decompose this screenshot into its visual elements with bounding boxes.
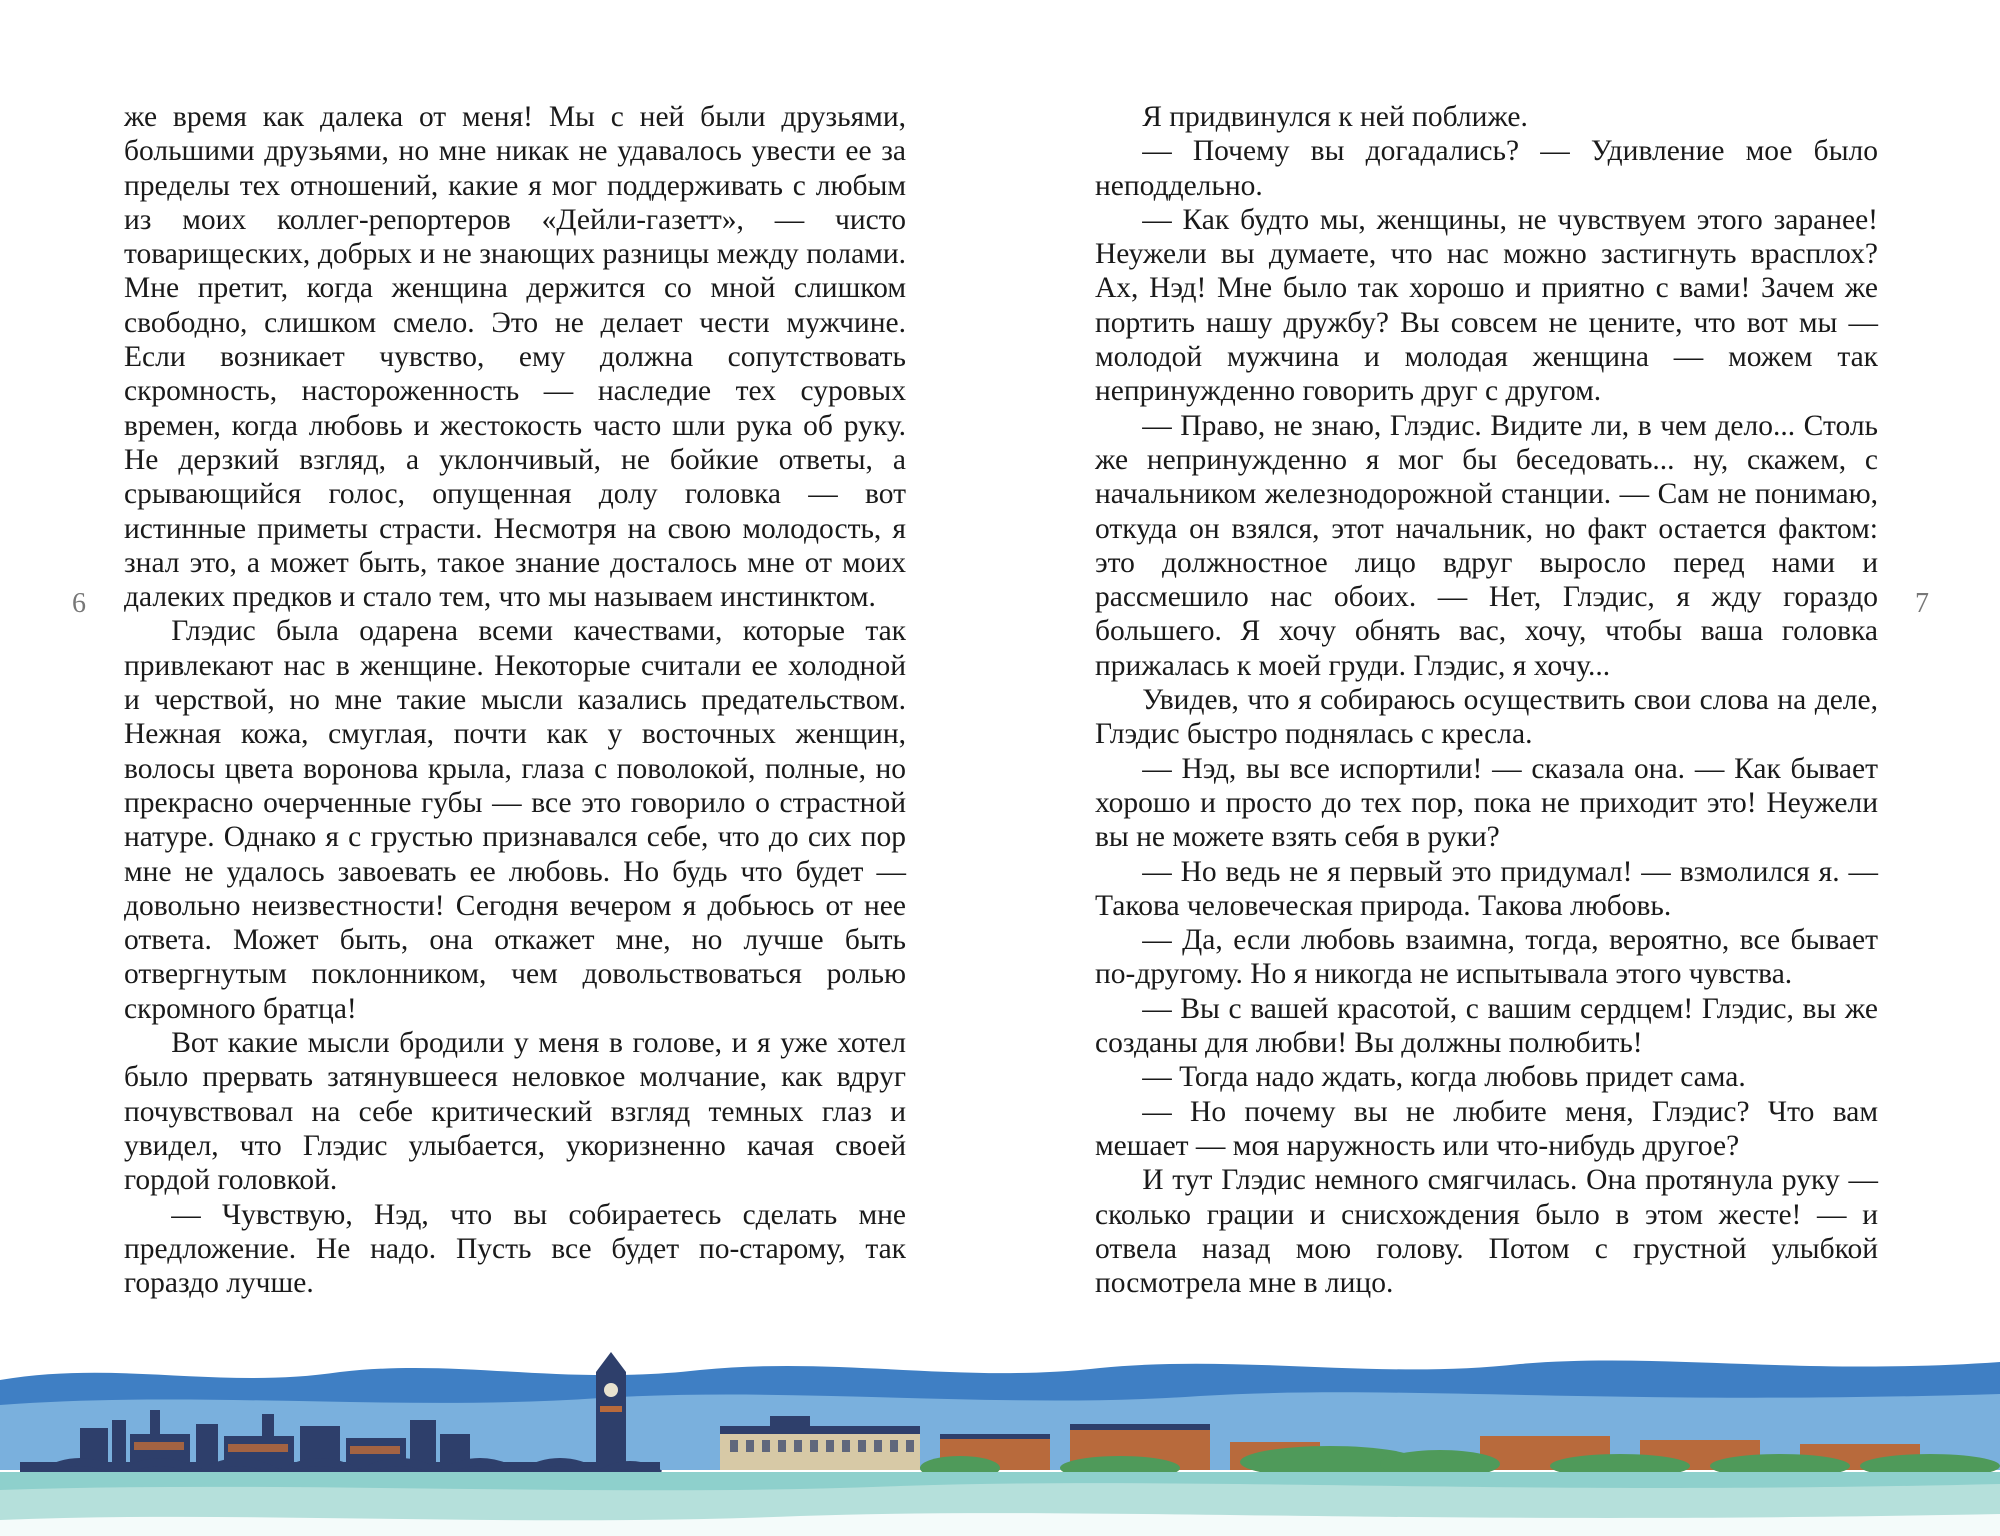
paragraph: — Но почему вы не любите меня, Глэдис? Что вам мешает — моя наружность или что-нибудь другое? [1095,1095,1878,1162]
paragraph: Вот какие мысли бродили у меня в голове, и я уже хотел было прервать затянувшееся неловкое молчание, как вдруг почувствовал на себе критический взгляд темных глаз и увидел, что Глэдис улыбается, укоризненно качая своей гордой головкой. [124,1027,906,1197]
page-number-right: 7 [1915,588,1929,619]
paragraph: — Да, если любовь взаимна, тогда, вероятно, все бывает по-другому. Но я никогда не испытывала этого чувства. [1095,924,1878,991]
paragraph: же время как далека от меня! Мы с ней были друзьями, большими друзьями, но мне никак не удавалось увести ее за пределы тех отношений, какие я мог поддерживать с любым из моих коллег-репортеров «Дейли-газетт», — чисто товарищеских, добрых и не знающих разницы между полами. Мне претит, когда женщина держится со мной слишком свободно, слишком смело. Это не делает чести мужчине. Если возникает чувство, ему должна сопутствовать скромность, настороженность — наследие тех суровых времен, когда любовь и жестокость часто шли рука об руку. Не дерзкий взгляд, а уклончивый, не бойкие ответы, а срывающийся голос, опущенная долу головка — вот истинные приметы страсти. Несмотря на свою молодость, я знал это, а может быть, такое знание досталось мне от моих далеких предков и стало тем, что мы называем инстинктом. [124,101,906,614]
paragraph: — Почему вы догадались? — Удивление мое было неподдельно. [1095,135,1878,202]
right-page-text [1095,100,1878,1300]
paragraph: Глэдис была одарена всеми качествами, которые так привлекают нас в женщине. Некоторые считали ее холодной и черствой, но мне такие мысли казались предательством. Нежная кожа, смуглая, почти как у восточных женщин, волосы цвета воронова крыла, глаза с поволокой, полные, но прекрасно очерченные губы — все это говорило о страстной натуре. Однако я с грустью признавался себе, что до сих пор мне не удалось завоевать ее любовь. Но будь что будет — довольно неизвестности! Сегодня вечером я добьюсь от нее ответа. Может быть, она откажет мне, но лучше быть отвергнутым поклонником, чем довольствоваться ролью скромного братца! [124,615,906,1025]
paragraph: — Но ведь не я первый это придумал! — взмолился я. — Такова человеческая природа. Такова любовь. [1095,855,1878,922]
big-ben-tower [596,1352,626,1470]
paragraph: И тут Глэдис немного смягчилась. Она протянула руку — сколько грации и снисхождения было в этом жесте! — и отвела назад мою голову. Потом с грустной улыбкой посмотрела мне в лицо. [1095,1164,1878,1300]
paragraph: — Как будто мы, женщины, не чувствуем этого заранее! Неужели вы думаете, что нас можно застигнуть врасплох? Ах, Нэд! Мне было так хорошо и приятно с вами! Зачем же портить нашу дружбу? Вы совсем не цените, что вот мы — молодой мужчина и молодая женщина — можем так непринужденно говорить друг с другом. [1095,203,1878,408]
paragraph: Увидев, что я собираюсь осуществить свои слова на деле, Глэдис быстро поднялась с кресла. [1095,684,1878,751]
skyline-illustration [0,1350,2000,1536]
paragraph: — Чувствую, Нэд, что вы собираетесь сделать мне предложение. Не надо. Пусть все будет по-старому, так гораздо лучше. [124,1198,906,1300]
skyline-painting [0,1350,2000,1536]
paragraph: — Нэд, вы все испортили! — сказала она. — Как бывает хорошо и просто до тех пор, пока не приходит это! Неужели вы не можете взять себя в руки? [1095,752,1878,854]
paragraph: — Право, не знаю, Глэдис. Видите ли, в чем дело... Столь же непринужденно я мог бы беседовать... ну, скажем, с начальником железнодорожной станции. — Сам не понимаю, откуда он взялся, этот начальник, но факт остается фактом: это должностное лицо вдруг выросло перед нами и рассмешило нас обоих. — Нет, Глэдис, я жду гораздо большего. Я хочу обнять вас, хочу, чтобы ваша головка прижалась к моей груди. Глэдис, я хочу... [1095,409,1878,682]
paragraph: Я придвинулся к ней поближе. [1142,101,1528,133]
paragraph: — Тогда надо ждать, когда любовь придет сама. [1142,1061,1746,1094]
left-page-text [124,100,906,1300]
page-number-left: 6 [72,588,86,619]
paragraph: — Вы с вашей красотой, с вашим сердцем! Глэдис, вы же созданы для любви! Вы должны полюбить! [1095,992,1878,1060]
